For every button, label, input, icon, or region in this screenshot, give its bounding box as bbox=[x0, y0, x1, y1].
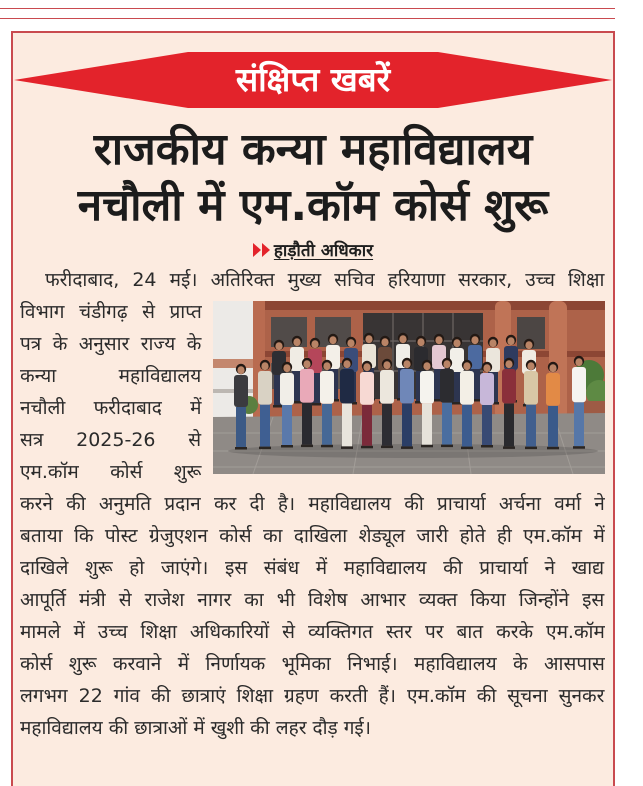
body-line bbox=[20, 520, 605, 552]
student-figure bbox=[234, 364, 248, 450]
group-photo bbox=[213, 301, 605, 474]
student-face bbox=[399, 335, 406, 343]
student-face bbox=[363, 363, 370, 371]
student-top bbox=[234, 375, 248, 407]
student-legs bbox=[442, 403, 452, 445]
student-face bbox=[365, 335, 372, 343]
student-feet bbox=[421, 445, 433, 448]
section-banner bbox=[12, 51, 614, 109]
student-face bbox=[489, 339, 496, 347]
body-text: महाविद्यालय की छात्राओं में खुशी की लहर दौड़ गई। bbox=[20, 717, 371, 739]
student-face bbox=[329, 336, 336, 344]
headline-line-2 bbox=[73, 178, 553, 234]
student-top bbox=[502, 369, 516, 403]
student-figure bbox=[280, 362, 294, 448]
banner-title-box bbox=[193, 51, 433, 109]
student-top bbox=[546, 373, 560, 406]
headline bbox=[73, 122, 553, 234]
student-figure bbox=[524, 360, 538, 449]
top-rule bbox=[0, 8, 615, 9]
banner-title: संक्षिप्त खबरें bbox=[235, 60, 391, 99]
student-figure bbox=[480, 362, 494, 448]
student-top bbox=[460, 371, 474, 405]
student-legs bbox=[382, 404, 392, 446]
student-figure bbox=[300, 358, 314, 447]
body-text: आपूर्ति मंत्री से राजेश नागर का भी विशेष आभार व्यक्त किया जिन्होंने इस bbox=[20, 589, 605, 611]
student-feet bbox=[301, 445, 313, 448]
student-face bbox=[283, 364, 290, 372]
body-line bbox=[20, 616, 605, 648]
student-legs bbox=[362, 405, 372, 446]
student-feet bbox=[525, 447, 537, 450]
student-face bbox=[471, 336, 478, 344]
student-face bbox=[275, 342, 282, 350]
student-face bbox=[237, 366, 244, 374]
student-legs bbox=[282, 405, 292, 445]
beside-photo-line bbox=[20, 360, 202, 392]
headline-text-1: राजकीय कन्या महाविद्यालय bbox=[93, 124, 533, 175]
student-figure bbox=[546, 362, 560, 450]
student-face bbox=[403, 360, 410, 368]
student-legs bbox=[422, 404, 432, 445]
student-top bbox=[360, 372, 374, 405]
student-figure bbox=[320, 360, 334, 448]
student-figure bbox=[360, 361, 374, 449]
student-feet bbox=[401, 446, 413, 449]
student-top bbox=[300, 369, 314, 403]
lead-line bbox=[45, 264, 605, 296]
student-figure bbox=[460, 360, 474, 449]
student-face bbox=[323, 362, 330, 370]
body-text: कन्या महाविद्यालय bbox=[20, 365, 202, 387]
student-face bbox=[423, 362, 430, 370]
student-face bbox=[261, 362, 268, 370]
student-feet bbox=[259, 447, 271, 450]
body-line bbox=[20, 552, 605, 584]
student-top bbox=[320, 371, 334, 404]
student-legs bbox=[402, 403, 412, 446]
student-feet bbox=[281, 445, 293, 448]
student-legs bbox=[482, 405, 492, 445]
body-text: पत्र के अनुसार राज्य के bbox=[20, 333, 202, 355]
student-top bbox=[380, 370, 394, 404]
student-feet bbox=[461, 447, 473, 450]
student-legs bbox=[260, 405, 270, 447]
student-top bbox=[572, 367, 586, 402]
student-top bbox=[450, 348, 464, 372]
beside-photo-line bbox=[20, 424, 202, 456]
student-face bbox=[417, 338, 424, 346]
student-top bbox=[524, 371, 538, 405]
student-face bbox=[575, 358, 582, 366]
student-face bbox=[381, 338, 388, 346]
student-feet bbox=[481, 445, 493, 448]
student-top bbox=[280, 373, 294, 405]
student-top bbox=[440, 369, 454, 403]
student-legs bbox=[504, 403, 514, 446]
student-legs bbox=[526, 405, 536, 447]
student-feet bbox=[503, 446, 515, 449]
body-line bbox=[20, 648, 605, 680]
student-feet bbox=[547, 447, 559, 450]
body-text: करने की अनुमति प्रदान कर दी है। महाविद्यालय की प्राचार्या अर्चना वर्मा ने bbox=[20, 493, 605, 515]
student-face bbox=[293, 338, 300, 346]
student-face bbox=[303, 360, 310, 368]
student-face bbox=[343, 360, 350, 368]
headline-text-2: नचौली में एम.कॉम कोर्स शुरू bbox=[77, 180, 549, 231]
body-line bbox=[20, 584, 605, 616]
student-face bbox=[525, 341, 532, 349]
beside-photo-line bbox=[20, 296, 202, 328]
student-feet bbox=[381, 446, 393, 449]
group-photo-image bbox=[213, 301, 605, 474]
top-rule bbox=[0, 18, 615, 19]
student-legs bbox=[462, 405, 472, 447]
student-legs bbox=[236, 407, 246, 447]
student-legs bbox=[342, 403, 352, 446]
arrow-head bbox=[253, 243, 261, 257]
byline bbox=[12, 238, 614, 264]
student-figure bbox=[380, 359, 394, 448]
arrow-head bbox=[262, 243, 270, 257]
student-face bbox=[463, 362, 470, 370]
student-face bbox=[383, 361, 390, 369]
student-top bbox=[420, 371, 434, 404]
student-face bbox=[507, 337, 514, 345]
student-figure bbox=[258, 360, 272, 449]
body-text: नचौली फरीदाबाद में bbox=[20, 397, 202, 419]
body-line bbox=[20, 488, 605, 520]
student-face bbox=[311, 340, 318, 348]
body-text: लगभग 22 गांव की छात्राएं शिक्षा ग्रहण करती हैं। एम.कॉम की सूचना सुनकर bbox=[20, 685, 605, 707]
student-face bbox=[505, 360, 512, 368]
student-face bbox=[443, 360, 450, 368]
beside-photo-line bbox=[20, 392, 202, 424]
beside-photo-line bbox=[20, 456, 202, 488]
student-feet bbox=[573, 446, 585, 449]
body-text: कोर्स शुरू करवाने में निर्णायक भूमिका निभाई। महाविद्यालय के आसपास bbox=[20, 653, 605, 675]
student-face bbox=[549, 364, 556, 372]
student-legs bbox=[574, 402, 584, 446]
headline-line-1 bbox=[73, 122, 553, 178]
student-legs bbox=[548, 406, 558, 447]
student-feet bbox=[441, 445, 453, 448]
beside-photo-line bbox=[20, 328, 202, 360]
student-face bbox=[435, 336, 442, 344]
student-face bbox=[483, 364, 490, 372]
student-feet bbox=[235, 447, 247, 450]
body-line bbox=[20, 680, 605, 712]
body-text: बताया कि पोस्ट ग्रेजुएशन कोर्स का दाखिला शेड्यूल जारी होते ही एम.कॉम में bbox=[20, 525, 605, 547]
byline-source: हाड़ौती अधिकार bbox=[273, 241, 374, 261]
body-text: विभाग चंडीगढ़ से प्राप्त bbox=[20, 301, 202, 323]
student-feet bbox=[341, 446, 353, 449]
lead-line-text: फरीदाबाद, 24 मई। अतिरिक्त मुख्य सचिव हरियाणा सरकार, उच्च शिक्षा bbox=[45, 269, 605, 291]
side-building-trim bbox=[213, 359, 257, 368]
student-top bbox=[480, 373, 494, 405]
student-top bbox=[400, 369, 414, 403]
student-face bbox=[453, 339, 460, 347]
student-legs bbox=[302, 403, 312, 445]
student-figure bbox=[420, 360, 434, 448]
body-text: सत्र 2025-26 से bbox=[20, 429, 202, 451]
student-top bbox=[258, 371, 272, 405]
student-feet bbox=[321, 445, 333, 448]
student-face bbox=[527, 362, 534, 370]
body-text: मामले में उच्च शिक्षा अधिकारियों से व्यक्तिगत स्तर पर बात करके एम.कॉम bbox=[20, 621, 605, 643]
student-face bbox=[347, 339, 354, 347]
body-line-last bbox=[20, 712, 605, 744]
student-figure bbox=[440, 358, 454, 447]
double-arrow-icon bbox=[253, 243, 271, 257]
body-text: एम.कॉम कोर्स शुरू bbox=[20, 461, 202, 483]
body-text: दाखिले शुरू हो जाएंगे। इस संबंध में महाविद्यालय की प्राचार्या ने खाद्य bbox=[20, 557, 605, 579]
student-top bbox=[340, 369, 354, 403]
student-feet bbox=[361, 446, 373, 449]
student-legs bbox=[322, 404, 332, 445]
student-figure bbox=[572, 356, 586, 449]
